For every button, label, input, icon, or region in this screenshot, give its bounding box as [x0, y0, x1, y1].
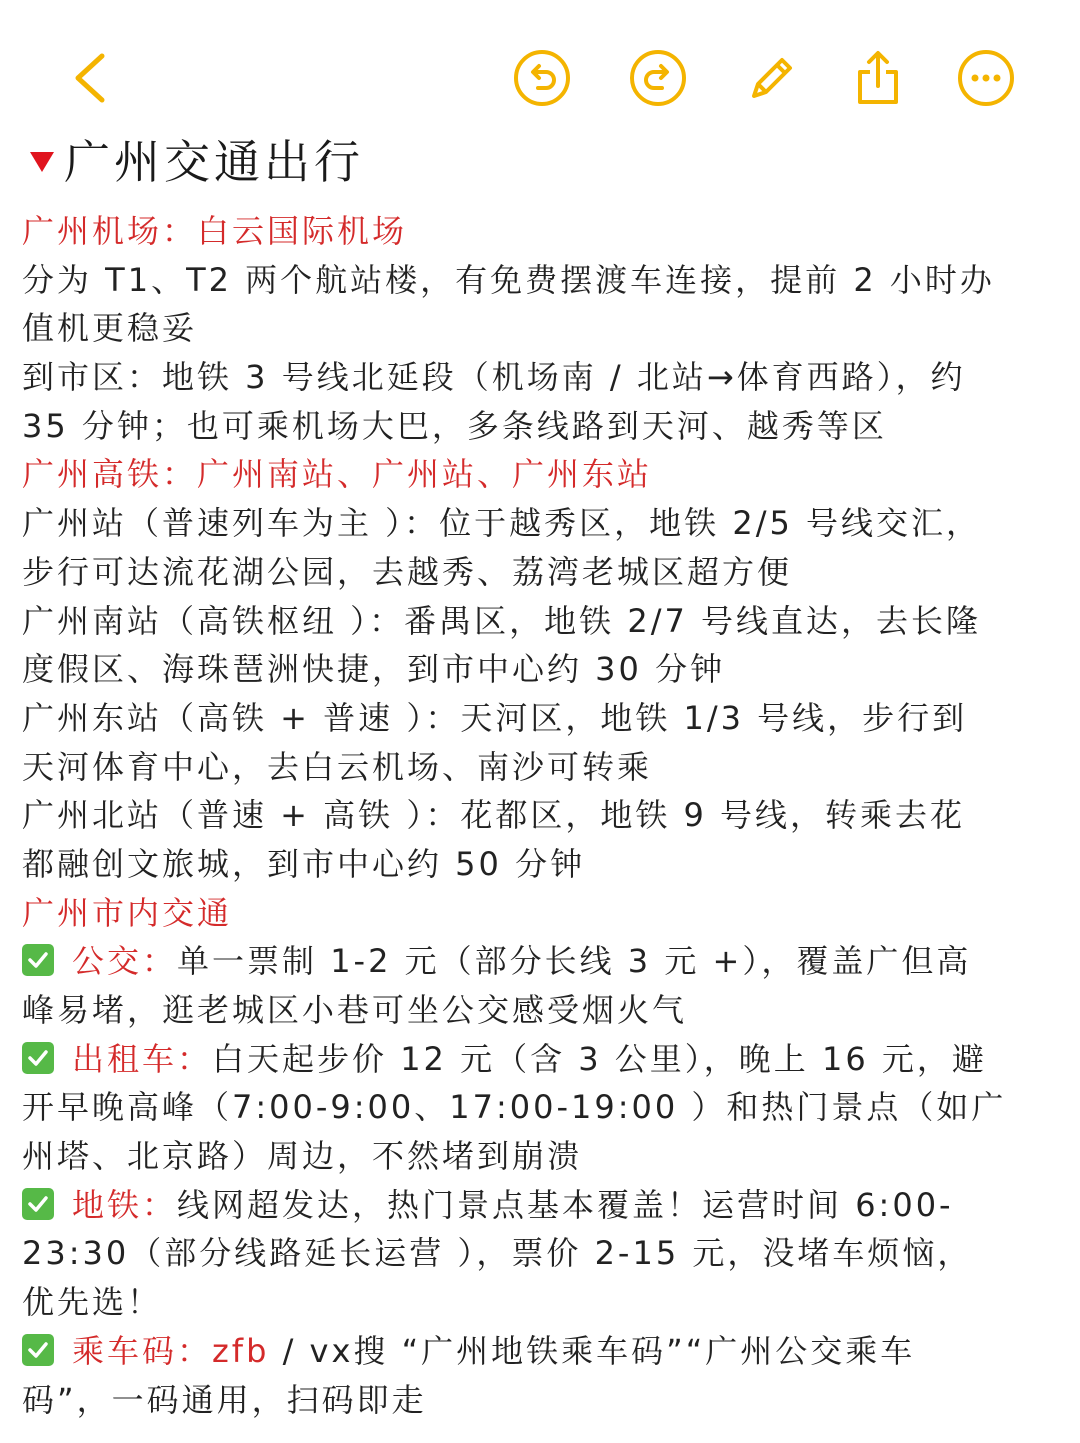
- text-line: 峰易堵，逛老城区小巷可坐公交感受烟火气: [22, 991, 688, 1029]
- list-item-bus: [22, 937, 1062, 986]
- section-heading-airport: 广州机场：白云国际机场: [22, 212, 408, 250]
- text-line: 广州站（普速列车为主 ）：位于越秀区，地铁 2/5 号线交汇，: [22, 504, 982, 543]
- edit-button[interactable]: [742, 48, 802, 108]
- text-line: 23:30（部分线路延长运营 ），票价 2-15 元，没堵车烦恼，: [22, 1234, 973, 1273]
- collapse-triangle-icon[interactable]: [30, 152, 54, 172]
- list-item-taxi: [22, 1035, 1062, 1084]
- redo-icon: [628, 48, 688, 108]
- item-text: 白天起步价 12 元（含 3 公里），晚上 16 元，避: [212, 1039, 987, 1078]
- redo-button[interactable]: [628, 48, 688, 108]
- text-line: 优先选！: [22, 1283, 163, 1322]
- item-label: 出租车：: [72, 1039, 213, 1078]
- note-title: [30, 126, 364, 192]
- text-line: 广州南站（高铁枢纽 ）：番禺区，地铁 2/7 号线直达，去长隆: [22, 601, 982, 640]
- list-item-metro: [22, 1181, 1062, 1230]
- checkbox-checked-icon: [22, 1334, 54, 1366]
- more-button[interactable]: [956, 48, 1016, 108]
- text-line: 开早晚高峰（7:00-9:00、17:00-19:00 ）和热门景点（如广: [22, 1088, 1007, 1127]
- text-line: 广州东站（高铁 + 普速 ）：天河区，地铁 1/3 号线，步行到: [22, 698, 968, 737]
- share-icon: [848, 48, 908, 108]
- more-icon: [956, 48, 1016, 108]
- text-line: 值机更稳妥: [22, 309, 198, 348]
- text-line: 州塔、北京路）周边，不然堵到崩溃: [22, 1137, 583, 1176]
- text-line: 步行可达流花湖公园，去越秀、荔湾老城区超方便: [22, 552, 793, 591]
- checkbox-checked-icon: [22, 944, 54, 976]
- undo-button[interactable]: [512, 48, 572, 108]
- share-button[interactable]: [848, 48, 908, 108]
- checkbox-checked-icon: [22, 1188, 54, 1220]
- list-item-ride-code: [22, 1327, 1062, 1376]
- checkbox-checked-icon: [22, 1042, 54, 1074]
- back-button[interactable]: [58, 48, 118, 108]
- section-heading-rail: 广州高铁：广州南站、广州站、广州东站: [22, 455, 653, 494]
- text-line: 度假区、海珠琶洲快捷，到市中心约 30 分钟: [22, 650, 726, 689]
- item-label: 地铁：: [72, 1185, 178, 1224]
- text-line: 到市区：地铁 3 号线北延段（机场南 / 北站→体育西路），约: [22, 358, 966, 397]
- text-line: 分为 T1、T2 两个航站楼，有免费摆渡车连接，提前 2 小时办: [22, 260, 995, 299]
- text-line: 码”，一码通用，扫码即走: [22, 1380, 427, 1419]
- chevron-left-icon: [58, 48, 118, 108]
- item-text: 线网超发达，热门景点基本覆盖！运营时间 6:00-: [177, 1185, 954, 1224]
- item-text: / vx搜 “广州地铁乘车码”“广州公交乘车: [269, 1331, 916, 1370]
- note-body[interactable]: [22, 207, 1062, 1424]
- text-line: 广州北站（普速 + 高铁 ）：花都区，地铁 9 号线，转乘去花: [22, 796, 966, 835]
- note-title-text: 广州交通出行: [64, 135, 364, 189]
- text-line: 都融创文旅城，到市中心约 50 分钟: [22, 844, 586, 883]
- text-line: 天河体育中心，去白云机场、南沙可转乘: [22, 747, 653, 786]
- item-text: 单一票制 1-2 元（部分长线 3 元 +），覆盖广但高: [177, 942, 972, 981]
- item-label: 乘车码：zfb: [72, 1331, 270, 1370]
- undo-icon: [512, 48, 572, 108]
- item-label: 公交：: [72, 942, 178, 981]
- text-line: 35 分钟；也可乘机场大巴，多条线路到天河、越秀等区: [22, 406, 887, 445]
- pencil-icon: [742, 48, 802, 108]
- section-heading-city-transit: 广州市内交通: [22, 893, 233, 932]
